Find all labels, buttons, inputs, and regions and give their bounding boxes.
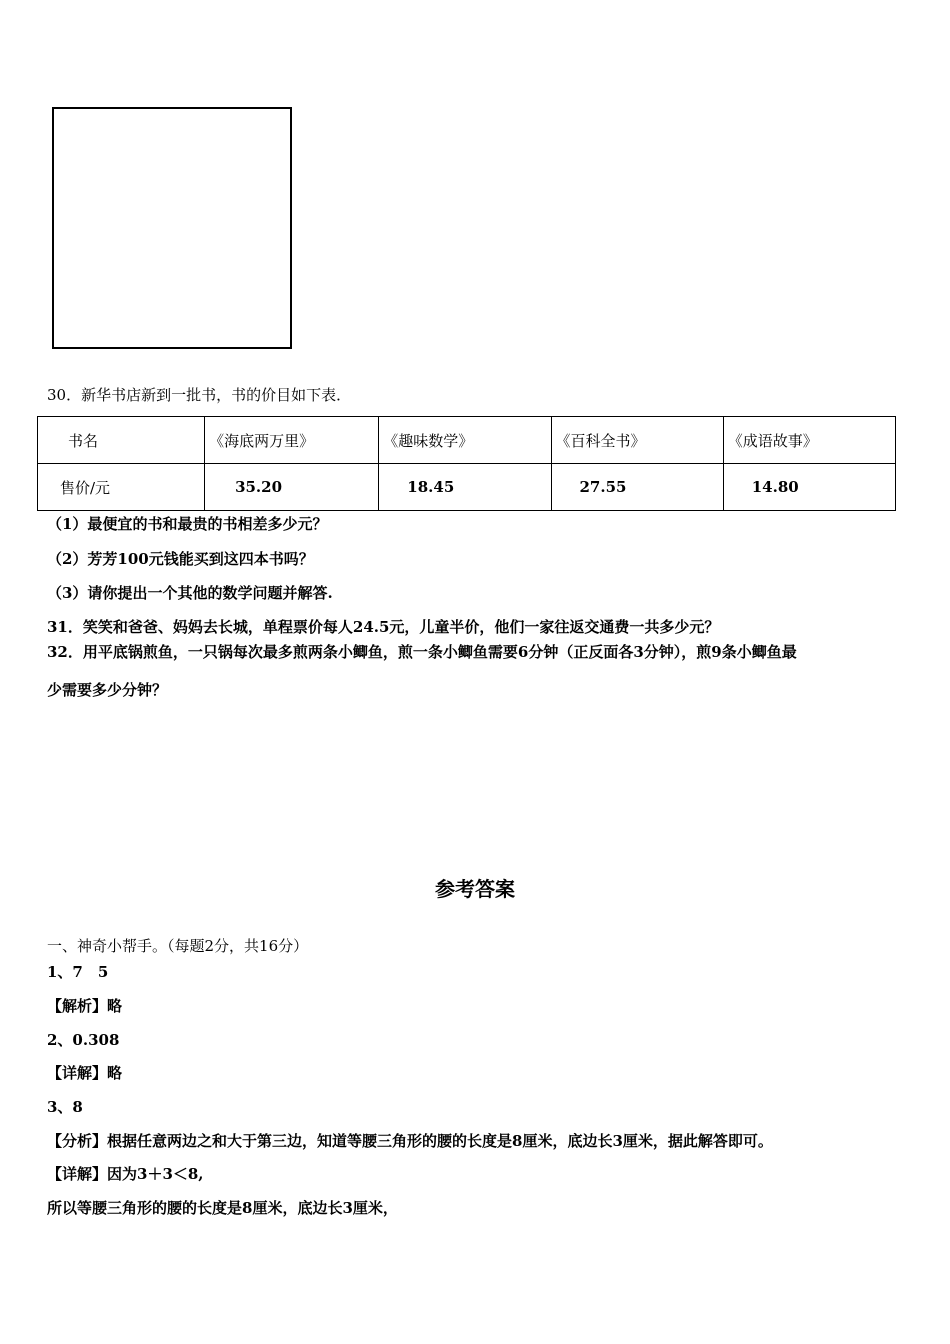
question-30-sub2: （2）芳芳100元钱能买到这四本书吗？ xyxy=(47,550,314,568)
answer-3: 3、8 xyxy=(47,1098,83,1116)
book-name-cell: 《成语故事》 xyxy=(723,417,895,464)
question-31: 31．笑笑和爸爸、妈妈去长城，单程票价每人24.5元，儿童半价，他们一家往返交通费一共多少元？ xyxy=(47,618,720,636)
price-cell: 18.45 xyxy=(379,464,551,511)
answer-3-detail: 【详解】因为3＋3＜8, xyxy=(47,1165,204,1183)
question-30-sub3: （3）请你提出一个其他的数学问题并解答. xyxy=(47,584,333,602)
answer-1: 1、7 5 xyxy=(47,963,109,981)
price-cell: 35.20 xyxy=(205,464,379,511)
table-row xyxy=(38,417,896,464)
price-cell: 27.55 xyxy=(551,464,723,511)
question-32-line1: 32．用平底锅煎鱼，一只锅每次最多煎两条小鲫鱼，煎一条小鲫鱼需要6分钟（正反面各3分钟），煎9条小鲫鱼最 xyxy=(47,643,797,661)
answer-1-note: 【解析】略 xyxy=(47,997,123,1015)
row-label-name: 书名 xyxy=(38,417,205,464)
table-row xyxy=(38,464,896,511)
price-table xyxy=(37,416,896,511)
answer-2: 2、0.308 xyxy=(47,1031,120,1049)
square-figure xyxy=(52,107,292,349)
answer-2-note: 【详解】略 xyxy=(47,1064,123,1082)
question-30-sub1: （1）最便宜的书和最贵的书相差多少元？ xyxy=(47,515,328,533)
answer-3-detail-2: 所以等腰三角形的腰的长度是8厘米，底边长3厘米， xyxy=(47,1199,398,1217)
answer-3-analysis: 【分析】根据任意两边之和大于第三边，知道等腰三角形的腰的长度是8厘米，底边长3厘米，据此解答即可。 xyxy=(47,1132,773,1150)
price-cell: 14.80 xyxy=(723,464,895,511)
answers-title: 参考答案 xyxy=(435,877,515,901)
book-name-cell: 《趣味数学》 xyxy=(379,417,551,464)
question-32-line2: 少需要多少分钟？ xyxy=(47,681,168,699)
answers-section-1: 一、神奇小帮手。（每题2分，共16分） xyxy=(47,937,309,955)
row-label-price: 售价/元 xyxy=(38,464,205,511)
book-name-cell: 《海底两万里》 xyxy=(205,417,379,464)
book-name-cell: 《百科全书》 xyxy=(551,417,723,464)
question-30-stem: 30．新华书店新到一批书，书的价目如下表． xyxy=(47,386,352,404)
